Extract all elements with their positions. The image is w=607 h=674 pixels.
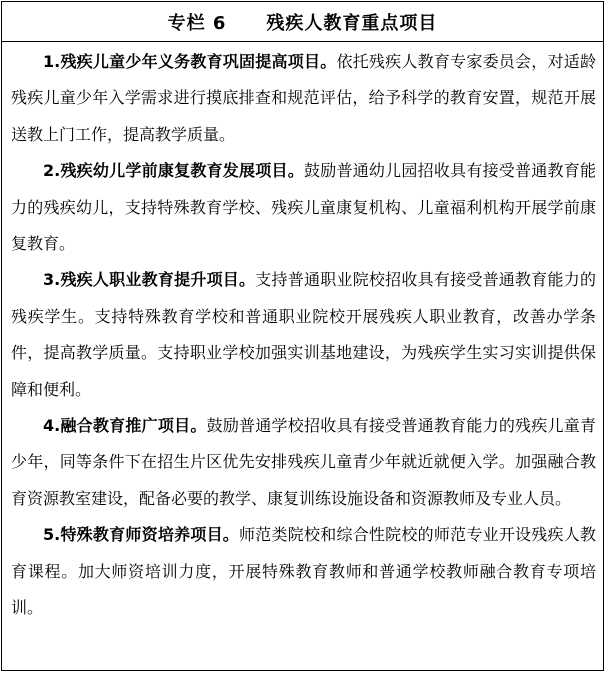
project-body: 支持普通职业院校招收具有接受普通教育能力的残疾学生。支持特殊教育学校和普通职业院校开展残疾人职业教育，改善办学条件，提高教学质量。支持职业学校加强实训基地建设，为残疾学生实习实训提供保障和便利。 [11, 270, 596, 399]
project-item [11, 44, 596, 153]
project-heading: 2.残疾幼儿学前康复教育发展项目。 [43, 161, 304, 181]
box-content [2, 42, 603, 627]
box-title [2, 2, 603, 42]
project-item [11, 408, 596, 517]
box-title-text: 残疾人教育重点项目 [266, 12, 438, 34]
project-body: 依托残疾人教育专家委员会，对适龄残疾儿童少年入学需求进行摸底排查和规范评估，给予科学的教育安置，规范开展送教上门工作，提高教学质量。 [11, 52, 596, 144]
project-heading: 3.残疾人职业教育提升项目。 [43, 270, 256, 290]
project-item [11, 517, 596, 626]
project-heading: 5.特殊教育师资培养项目。 [43, 525, 240, 545]
project-body: 鼓励普通学校招收具有接受普通教育能力的残疾儿童青少年，同等条件下在招生片区优先安排残疾儿童青少年就近就便入学。加强融合教育资源教室建设，配备必要的教学、康复训练设施设备和资源教师及专业人员。 [11, 416, 596, 508]
project-heading: 1.残疾儿童少年义务教育巩固提高项目。 [43, 52, 337, 71]
project-item [11, 262, 596, 408]
box-title-number: 专栏 6 [167, 12, 227, 34]
project-body: 鼓励普通幼儿园招收具有接受普通教育能力的残疾幼儿，支持特殊教育学校、残疾儿童康复机构、儿童福利机构开展学前康复教育。 [11, 161, 596, 254]
project-item [11, 153, 596, 262]
feature-box [1, 1, 604, 671]
project-body: 师范类院校和综合性院校的师范专业开设残疾人教育课程。加大师资培训力度，开展特殊教育教师和普通学校教师融合教育专项培训。 [11, 525, 596, 618]
project-heading: 4.融合教育推广项目。 [43, 416, 207, 436]
